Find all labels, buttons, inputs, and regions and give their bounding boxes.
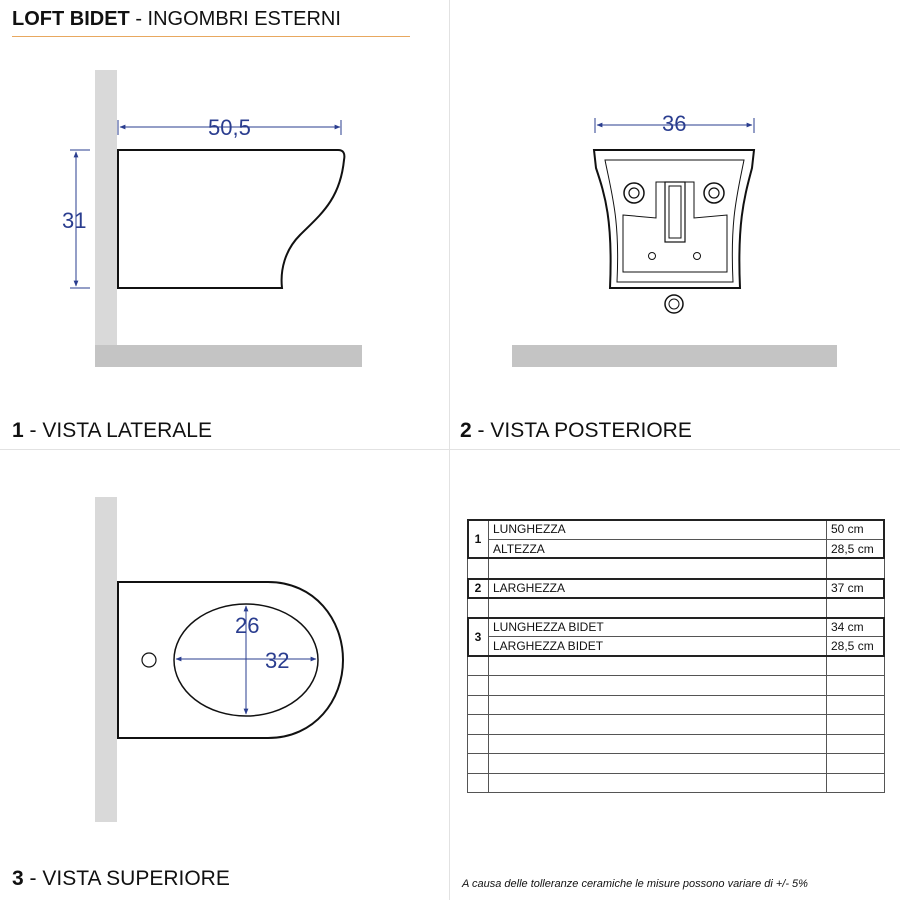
table-row-empty bbox=[468, 695, 885, 715]
row-value: 37 cm bbox=[827, 578, 885, 598]
rear-view-drawing bbox=[512, 118, 837, 367]
table-row bbox=[468, 520, 885, 540]
caption-top-view: 3 - VISTA SUPERIORE bbox=[12, 867, 230, 890]
side-bidet-outline bbox=[118, 150, 344, 288]
side-wall bbox=[95, 70, 117, 346]
row-label: LARGHEZZA BIDET bbox=[489, 637, 827, 657]
table-row-empty bbox=[468, 559, 885, 579]
group-index: 2 bbox=[468, 578, 489, 598]
top-view-drawing bbox=[95, 497, 343, 822]
table-row bbox=[468, 539, 885, 559]
rear-width-label: 36 bbox=[662, 111, 687, 136]
caption-rear-view: 2 - VISTA POSTERIORE bbox=[460, 419, 692, 442]
table-row bbox=[468, 578, 885, 598]
top-tap-hole-icon bbox=[142, 653, 156, 667]
table-row-empty bbox=[468, 715, 885, 735]
top-wall bbox=[95, 497, 117, 822]
row-label: ALTEZZA bbox=[489, 539, 827, 559]
rear-floor bbox=[512, 345, 837, 367]
row-value: 34 cm bbox=[827, 617, 885, 637]
row-label: LARGHEZZA bbox=[489, 578, 827, 598]
rear-drain-icon bbox=[665, 295, 683, 313]
side-floor bbox=[95, 345, 362, 367]
row-value: 28,5 cm bbox=[827, 637, 885, 657]
table-row-empty bbox=[468, 598, 885, 618]
table-row bbox=[468, 637, 885, 657]
tolerance-note: A causa delle tolleranze ceramiche le misure possono variare di +/- 5% bbox=[462, 878, 808, 890]
dimensions-table bbox=[467, 519, 885, 793]
group-index: 3 bbox=[468, 617, 489, 656]
row-label: LUNGHEZZA bbox=[489, 520, 827, 540]
title-product: LOFT BIDET bbox=[12, 8, 130, 30]
top-bowl-length-label: 26 bbox=[235, 613, 260, 638]
top-bowl-width-label: 32 bbox=[265, 648, 290, 673]
group-index: 1 bbox=[468, 520, 489, 559]
table-row bbox=[468, 617, 885, 637]
row-value: 50 cm bbox=[827, 520, 885, 540]
row-label: LUNGHEZZA BIDET bbox=[489, 617, 827, 637]
table-row-empty bbox=[468, 734, 885, 754]
table-row-empty bbox=[468, 676, 885, 696]
caption-side-view: 1 - VISTA LATERALE bbox=[12, 419, 212, 442]
row-value: 28,5 cm bbox=[827, 539, 885, 559]
side-length-label: 50,5 bbox=[208, 115, 251, 140]
table-row-empty bbox=[468, 773, 885, 793]
table-row-empty bbox=[468, 656, 885, 676]
title-subtitle: - INGOMBRI ESTERNI bbox=[129, 8, 341, 30]
side-height-label: 31 bbox=[62, 208, 87, 233]
table-row-empty bbox=[468, 754, 885, 774]
